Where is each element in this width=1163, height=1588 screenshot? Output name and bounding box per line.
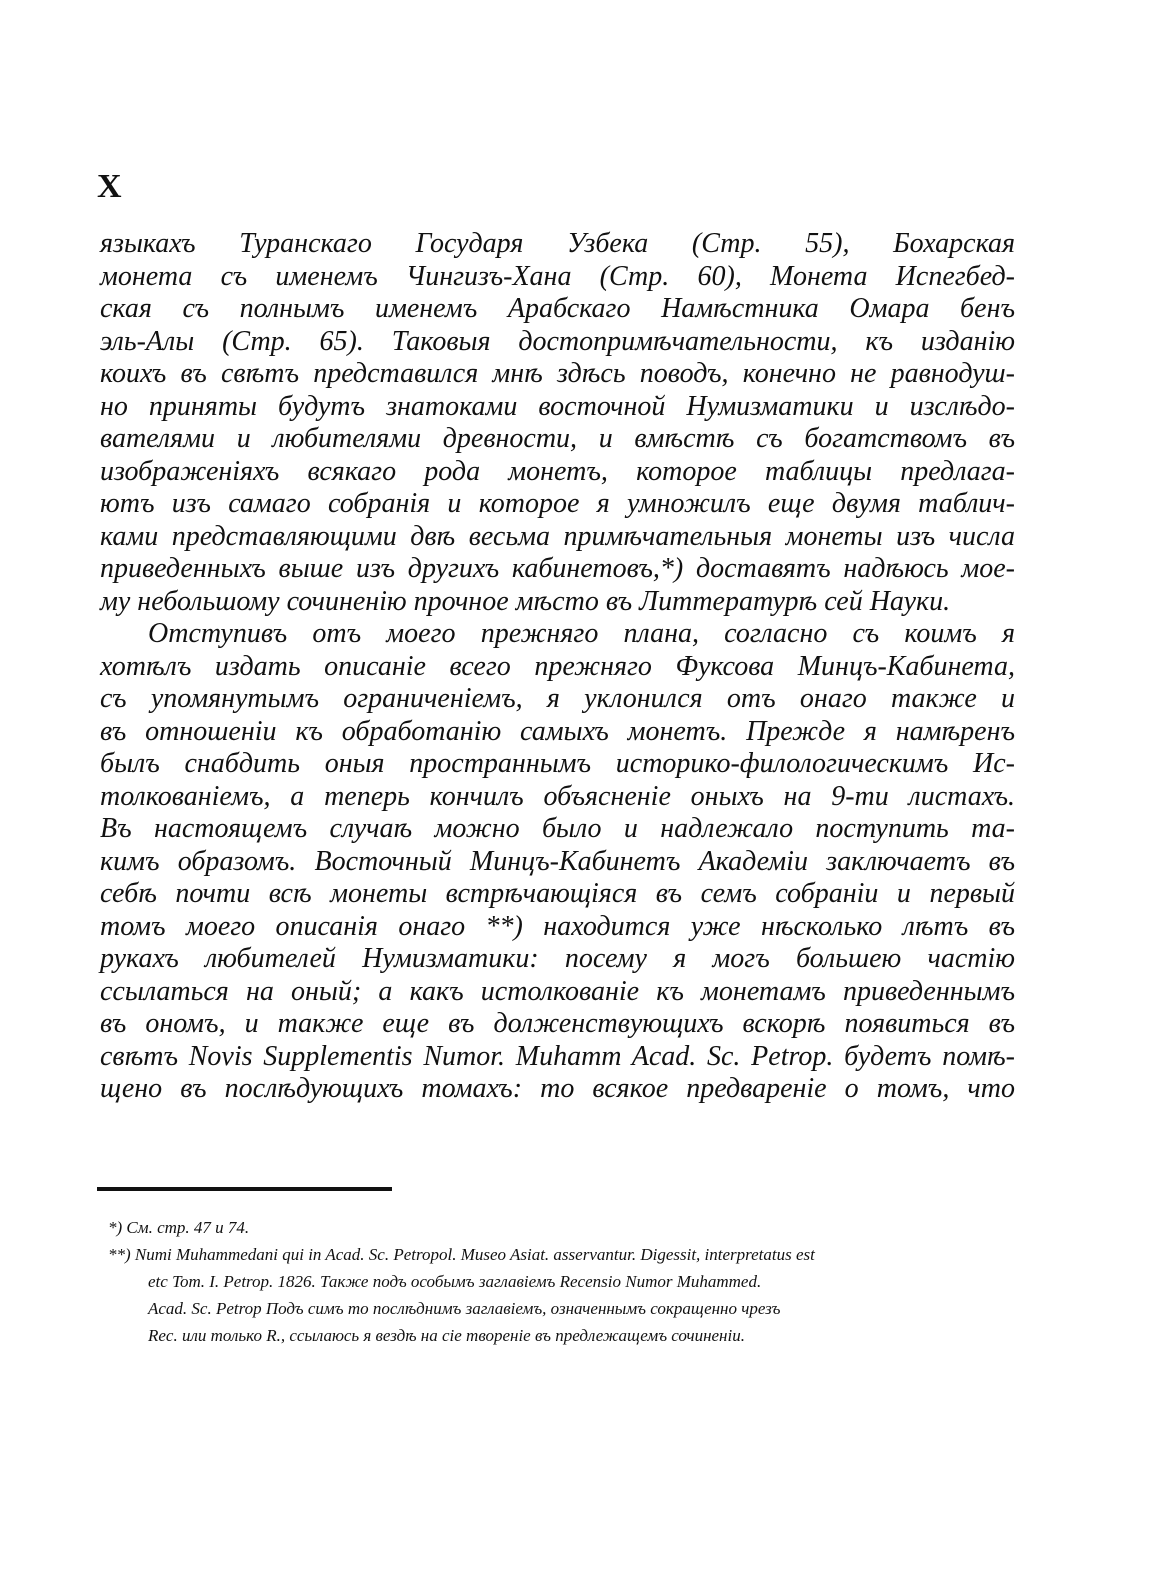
paragraph-start-line: Отступивъ отъ моего прежняго плана, согласно съ коимъ я — [148, 618, 1015, 649]
body-line: вателями и любителями древности, и вмѣстѣ съ богатствомъ въ — [100, 423, 1015, 454]
footnote-2-continuation: etc Tom. I. Petrop. 1826. Также подъ особымъ заглавіемъ Recensio Numor Muhammed. — [148, 1272, 762, 1291]
body-line: хотѣлъ издать описаніе всего прежняго Фуксова Минцъ-Кабинета, — [100, 650, 1015, 682]
body-line: языкахъ Туранскаго Государя Узбека (Стр. 55), Бохарская — [100, 228, 1015, 259]
body-line: съ упомянутымъ ограниченіемъ, я уклонился отъ онаго также и — [100, 683, 1015, 714]
body-line: Въ настоящемъ случаѣ можно было и надлежало поступить та- — [100, 813, 1015, 844]
body-line: изображеніяхъ всякаго рода монетъ, которое таблицы предлага- — [100, 455, 1015, 487]
body-line: рукахъ любителей Нумизматики: посему я могъ большею частію — [100, 943, 1015, 974]
body-line: му небольшому сочиненію прочное мѣсто въ Литтературѣ сей Науки. — [100, 585, 951, 617]
footnote-2-continuation: Rec. или только R., ссылаюсь я вездѣ на сіе твореніе въ предлежащемъ сочиненіи. — [148, 1326, 745, 1345]
footnote-2: **) Numi Muhammedani qui in Acad. Sc. Petropol. Museo Asiat. asservantur. Digessit, interpretatus est — [108, 1245, 815, 1264]
body-line: но приняты будутъ знатоками восточной Нумизматики и изслѣдо- — [100, 390, 1015, 422]
footnote-separator-rule — [97, 1187, 392, 1191]
body-line: томъ моего описанія онаго **) находится уже нѣсколько лѣтъ въ — [100, 910, 1015, 942]
footnotes — [108, 1214, 1018, 1349]
body-line: былъ снабдить оныя пространнымъ историко-филологическимъ Ис- — [100, 748, 1015, 779]
body-text — [100, 228, 1015, 1106]
body-line: въ ономъ, и также еще въ долженствующихъ вскорѣ появиться въ — [100, 1008, 1015, 1039]
body-line: въ отношеніи къ обработанію самыхъ монетъ. Прежде я намѣренъ — [100, 715, 1015, 747]
body-line: эль-Алы (Стр. 65). Таковыя достопримѣчательности, къ изданію — [100, 325, 1015, 357]
page-number: X — [97, 168, 123, 205]
footnote-1: *) См. стр. 47 и 74. — [108, 1218, 250, 1237]
body-line: монета съ именемъ Чингизъ-Хана (Стр. 60), Монета Испегбед- — [100, 260, 1015, 292]
body-line: ютъ изъ самаго собранія и которое я умножилъ еще двумя таблич- — [100, 488, 1015, 519]
body-line: коихъ въ свѣтъ представился мнѣ здѣсь поводъ, конечно не равнодуш- — [100, 358, 1015, 389]
body-line: ская съ полнымъ именемъ Арабскаго Намѣстника Омара бенъ — [100, 293, 1015, 324]
body-line: ками представляющими двѣ весьма примѣчательныя монеты изъ числа — [100, 520, 1015, 552]
body-line: щено въ послѣдующихъ томахъ: то всякое предвареніе о томъ, что — [100, 1073, 1015, 1104]
body-line: толкованіемъ, а теперь кончилъ объясненіе оныхъ на 9-ти листахъ. — [100, 780, 1015, 812]
body-line: свѣтъ Novis Supplementis Numor. Muhamm Acad. Sc. Petrop. будетъ помѣ- — [100, 1040, 1015, 1072]
footnote-2-continuation: Acad. Sc. Petrop Подъ симъ то послѣднимъ заглавіемъ, означеннымъ сокращенно чрезъ — [148, 1299, 781, 1318]
body-line: приведенныхъ выше изъ другихъ кабинетовъ,*) доставятъ надѣюсь мое- — [100, 553, 1015, 584]
body-line: ссылаться на оный; а какъ истолкованіе къ монетамъ приведеннымъ — [100, 975, 1015, 1007]
body-line: кимъ образомъ. Восточный Минцъ-Кабинетъ Академіи заключаетъ въ — [100, 845, 1015, 877]
body-line: себѣ почти всѣ монеты встрѣчающіяся въ семъ собраніи и первый — [100, 878, 1015, 909]
